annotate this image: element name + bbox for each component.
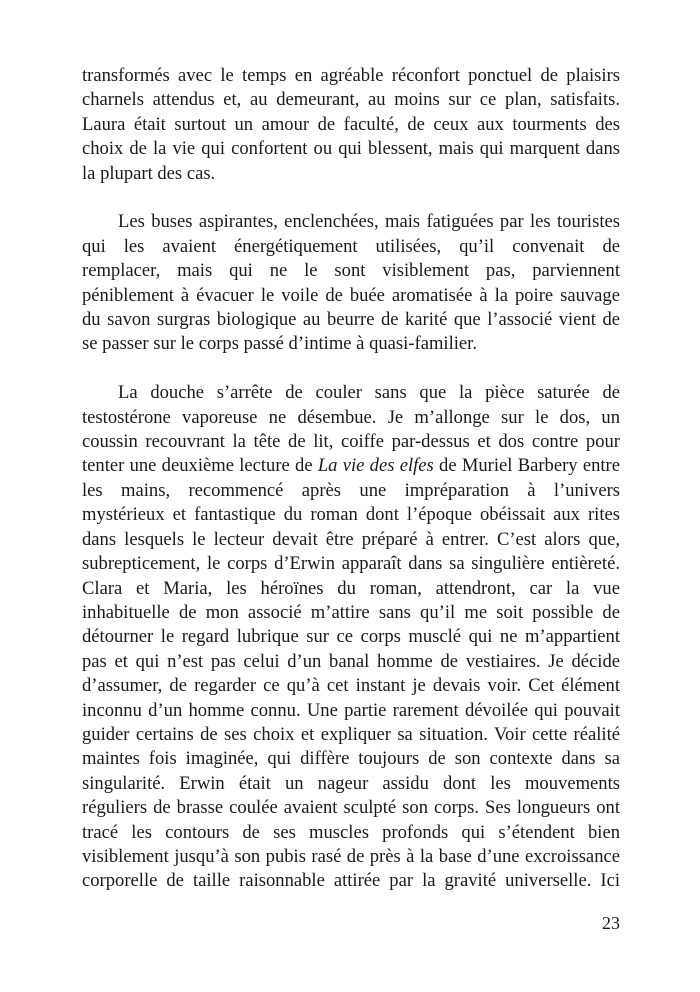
text-line: inhabituelle de mon associé m’attire sans qu’il me soit possible de xyxy=(82,601,620,623)
text-line: subrepticement, le corps d’Erwin apparaît dans sa singulière entièreté. xyxy=(82,553,620,575)
text-line: mystérieux et fantastique du roman dont l’époque obéissait aux rites xyxy=(82,504,620,526)
text-fragment: tenter une deuxième lecture de xyxy=(82,455,318,477)
text-line: charnels attendus et, au demeurant, au moins sur ce plan, satisfaits. xyxy=(82,89,620,111)
text-line: dans lesquels le lecteur devait être préparé à entrer. C’est alors que, xyxy=(82,528,620,550)
text-line: La douche s’arrête de couler sans que la pièce saturée de xyxy=(118,382,620,404)
text-line: maintes fois imaginée, qui diffère toujours de son contexte dans sa xyxy=(82,748,620,770)
text-line: Clara et Maria, les héroïnes du roman, attendront, car la vue xyxy=(82,577,620,599)
text-line xyxy=(82,454,620,478)
book-title: La vie des elfes xyxy=(317,455,434,477)
page-body xyxy=(82,64,620,894)
text-line: réguliers de brasse coulée avaient sculpté son corps. Ses longueurs ont xyxy=(82,797,620,819)
text-fragment: de Muriel Barbery entre xyxy=(433,455,620,477)
text-line: détourner le regard lubrique sur ce corps musclé qui ne m’appartient xyxy=(82,626,620,648)
text-line: qui les avaient énergétiquement utilisées, qu’il convenait de xyxy=(82,235,620,257)
paragraph-3 xyxy=(82,381,620,894)
text-line: du savon surgras biologique au beurre de karité que l’associé vient de xyxy=(82,309,620,331)
text-line: guider certains de ses choix et expliquer sa situation. Voir cette réalité xyxy=(82,723,620,745)
text-line: la plupart des cas. xyxy=(82,162,216,184)
text-line: coussin recouvrant la tête de lit, coiffe par-dessus et dos contre pour xyxy=(82,431,620,453)
paragraph-2 xyxy=(82,210,620,356)
text-line: se passer sur le corps passé d’intime à quasi-familier. xyxy=(82,333,477,355)
text-line: Les buses aspirantes, enclenchées, mais fatiguées par les touristes xyxy=(118,211,620,233)
text-line: pas et qui n’est pas celui d’un banal homme de vestiaires. Je décide xyxy=(82,650,620,672)
text-line: Laura était surtout un amour de faculté, de ceux aux tourments des xyxy=(82,113,620,135)
text-line: les mains, recommencé après une impréparation à l’univers xyxy=(82,479,620,501)
text-line: testostérone vaporeuse ne désembue. Je m’allonge sur le dos, un xyxy=(82,406,620,428)
text-line: transformés avec le temps en agréable réconfort ponctuel de plaisirs xyxy=(82,65,620,86)
paragraph-1 xyxy=(82,64,620,186)
text-line: tracé les contours de ses muscles profonds qui s’étendent bien xyxy=(82,821,620,843)
text-line: singularité. Erwin était un nageur assidu dont les mouvements xyxy=(82,772,620,794)
text-line: inconnu d’un homme connu. Une partie rarement dévoilée qui pouvait xyxy=(82,699,620,721)
text-line: péniblement à évacuer le voile de buée aromatisée à la poire sauvage xyxy=(82,284,620,306)
page-number: 23 xyxy=(602,913,620,933)
text-line: d’assumer, de regarder ce qu’à cet instant je devais voir. Cet élément xyxy=(82,675,620,697)
text-line: choix de la vie qui confortent ou qui blessent, mais qui marquent dans xyxy=(82,138,620,160)
text-line: visiblement jusqu’à son pubis rasé de près à la base d’une excroissance xyxy=(82,845,620,867)
text-line: remplacer, mais qui ne le sont visiblement pas, parviennent xyxy=(82,260,620,282)
text-line: corporelle de taille raisonnable attirée par la gravité universelle. Ici xyxy=(82,870,620,892)
